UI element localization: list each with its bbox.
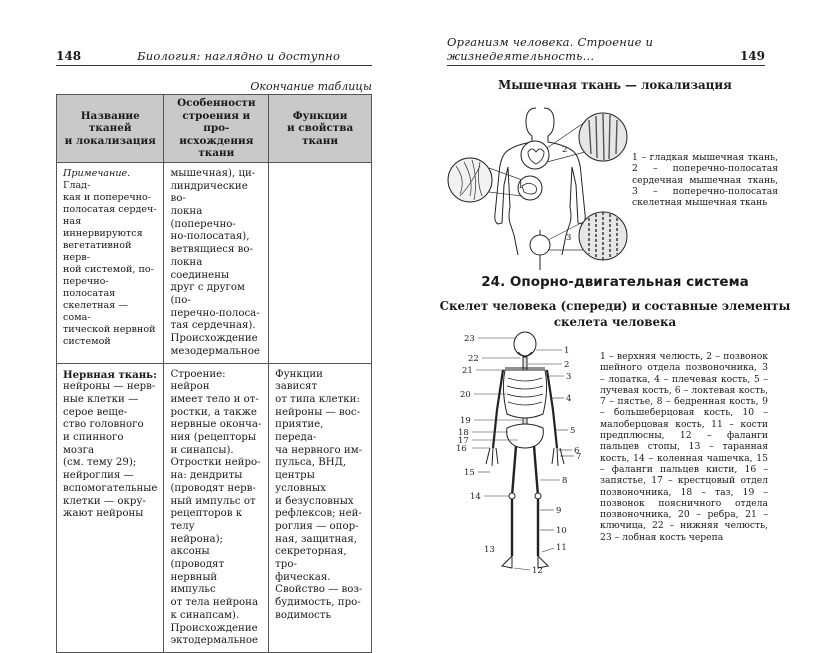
- svg-text:6: 6: [574, 446, 580, 456]
- muscle-label-1: 1: [518, 181, 524, 191]
- svg-text:13: 13: [484, 545, 495, 555]
- left-page: [0, 0, 410, 647]
- svg-text:1: 1: [564, 346, 570, 356]
- cell-nervous-tissue: Нервная ткань: нейроны — нерв- ные клетки — серое веще- ство головного и спинного мозга (см. тему 29); нейроглия — вспомогательные клетки — окру- жают нейроны: [57, 363, 164, 652]
- muscle-legend: 1 – гладкая мышечная ткань, 2 – поперечно-полосатая сердечная мышечная ткань, 3 – поперечно-полосатая скелетная мышечная ткань: [632, 152, 778, 209]
- svg-text:20: 20: [460, 390, 471, 400]
- svg-text:17: 17: [458, 436, 469, 446]
- thigh-detail-icon: [530, 235, 550, 255]
- skeleton-figure: [450, 330, 600, 590]
- svg-text:16: 16: [456, 444, 467, 454]
- page-number: 149: [739, 49, 765, 63]
- header-tissue-name: Название тканей и локализация: [57, 95, 164, 163]
- svg-text:14: 14: [470, 492, 481, 502]
- page-number: 148: [56, 49, 82, 63]
- cell-muscle-functions: [269, 162, 372, 363]
- cell-nervous-structure: Строение: нейрон имеет тело и от- ростки, а также нервные оконча- ния (рецепторы и синапсы). Отростки нейро- на: дендриты (проводят нерв- ный импульс от рецепторов к телу нейрона); аксоны (проводят нервный импульс от тела нейрона к синапсам). Происхождение эктодермальное: [164, 363, 269, 652]
- table-header-row: [57, 95, 372, 163]
- table-row: [57, 162, 372, 363]
- svg-text:5: 5: [570, 426, 576, 436]
- svg-text:2: 2: [564, 360, 570, 370]
- header-structure: Особенности строения и про- исхождения ткани: [164, 95, 269, 163]
- skeleton-labels-left: [456, 334, 495, 555]
- svg-text:18: 18: [458, 428, 469, 438]
- svg-text:15: 15: [464, 468, 475, 478]
- muscle-tissue-figure: [450, 100, 630, 270]
- svg-text:10: 10: [556, 526, 567, 536]
- running-head-right: [447, 35, 765, 66]
- svg-text:3: 3: [566, 372, 572, 382]
- header-functions: Функции и свойства ткани: [269, 95, 372, 163]
- svg-text:12: 12: [532, 566, 543, 576]
- heart-detail-icon: [521, 141, 549, 169]
- running-title: Организм человека. Строение и жизнедеятельность...: [447, 35, 654, 63]
- tissues-table: [56, 94, 372, 653]
- section-title: 24. Опорно-двигательная система: [481, 274, 749, 290]
- cell-nervous-functions: Функции зависят от типа клетки: нейроны — вос- приятие, переда- ча нервного им- пульса, ВНД, центры условных и безусловных рефлексов; ней- роглия — опор- ная, защитная, секреторная, тро- фическая. Свойство — воз- будимость, про- водимость: [269, 363, 372, 652]
- table-caption: Окончание таблицы: [250, 80, 372, 93]
- muscle-label-2: 2: [562, 145, 568, 155]
- svg-text:7: 7: [576, 452, 582, 462]
- cell-muscle-structure: мышечная), ци- линдрические во- локна (поперечно- но-полосатая), ветвящиеся во- локна соединены друг с другом (по- перечно-полоса- тая сердечная). Происхождение мезодермальное: [164, 162, 269, 363]
- svg-text:21: 21: [462, 366, 473, 376]
- svg-text:19: 19: [460, 416, 471, 426]
- muscle-figure-title: Мышечная ткань — локализация: [498, 78, 732, 92]
- svg-text:9: 9: [556, 506, 562, 516]
- cell-note: Примечание. Глад- кая и поперечно- полосатая сердеч- ная иннервируются вегетативной нерв- ной системой, по- перечно-полосатая скелетная — сома- тической нервной системой: [57, 162, 164, 363]
- table-row: [57, 363, 372, 652]
- svg-text:11: 11: [556, 543, 567, 553]
- note-label: Примечание.: [63, 167, 131, 179]
- svg-text:8: 8: [562, 476, 568, 486]
- running-title: Биология: наглядно и доступно: [137, 49, 341, 63]
- skeleton-legend: 1 – верхняя челюсть, 2 – позвонок шейного отдела позвоночника, 3 – лопатка, 4 – плечевая кость, 5 – лучевая кость, 6 – локтевая кость, 7 – пястье, 8 – бедренная кость, 9 – большеберцовая кость, 10 – малоберцовая кость, 11 – кости предплюсны, 12 – фаланги пальцев стопы, 13 – таранная кость, 14 – коленная чашечка, 15 – фаланги пальцев кисти, 16 – запястье, 17 – крестцовый отдел позвоночника, 18 – таз, 19 – позвонок поясничного отдела позвоночника, 20 – ребра, 21 – ключица, 22 – нижняя челюсть, 23 – лобная кость черепа: [600, 351, 768, 543]
- svg-text:22: 22: [468, 354, 479, 364]
- svg-text:4: 4: [566, 394, 572, 404]
- skeleton-figure-title: Скелет человека (спереди) и составные элементы скелета человека: [439, 299, 791, 329]
- muscle-label-3: 3: [566, 233, 572, 243]
- right-page: [410, 0, 820, 636]
- running-head-left: [56, 48, 372, 66]
- nervous-tissue-title: Нервная ткань:: [63, 368, 157, 381]
- svg-text:23: 23: [464, 334, 475, 344]
- skeleton-icon: [486, 332, 564, 568]
